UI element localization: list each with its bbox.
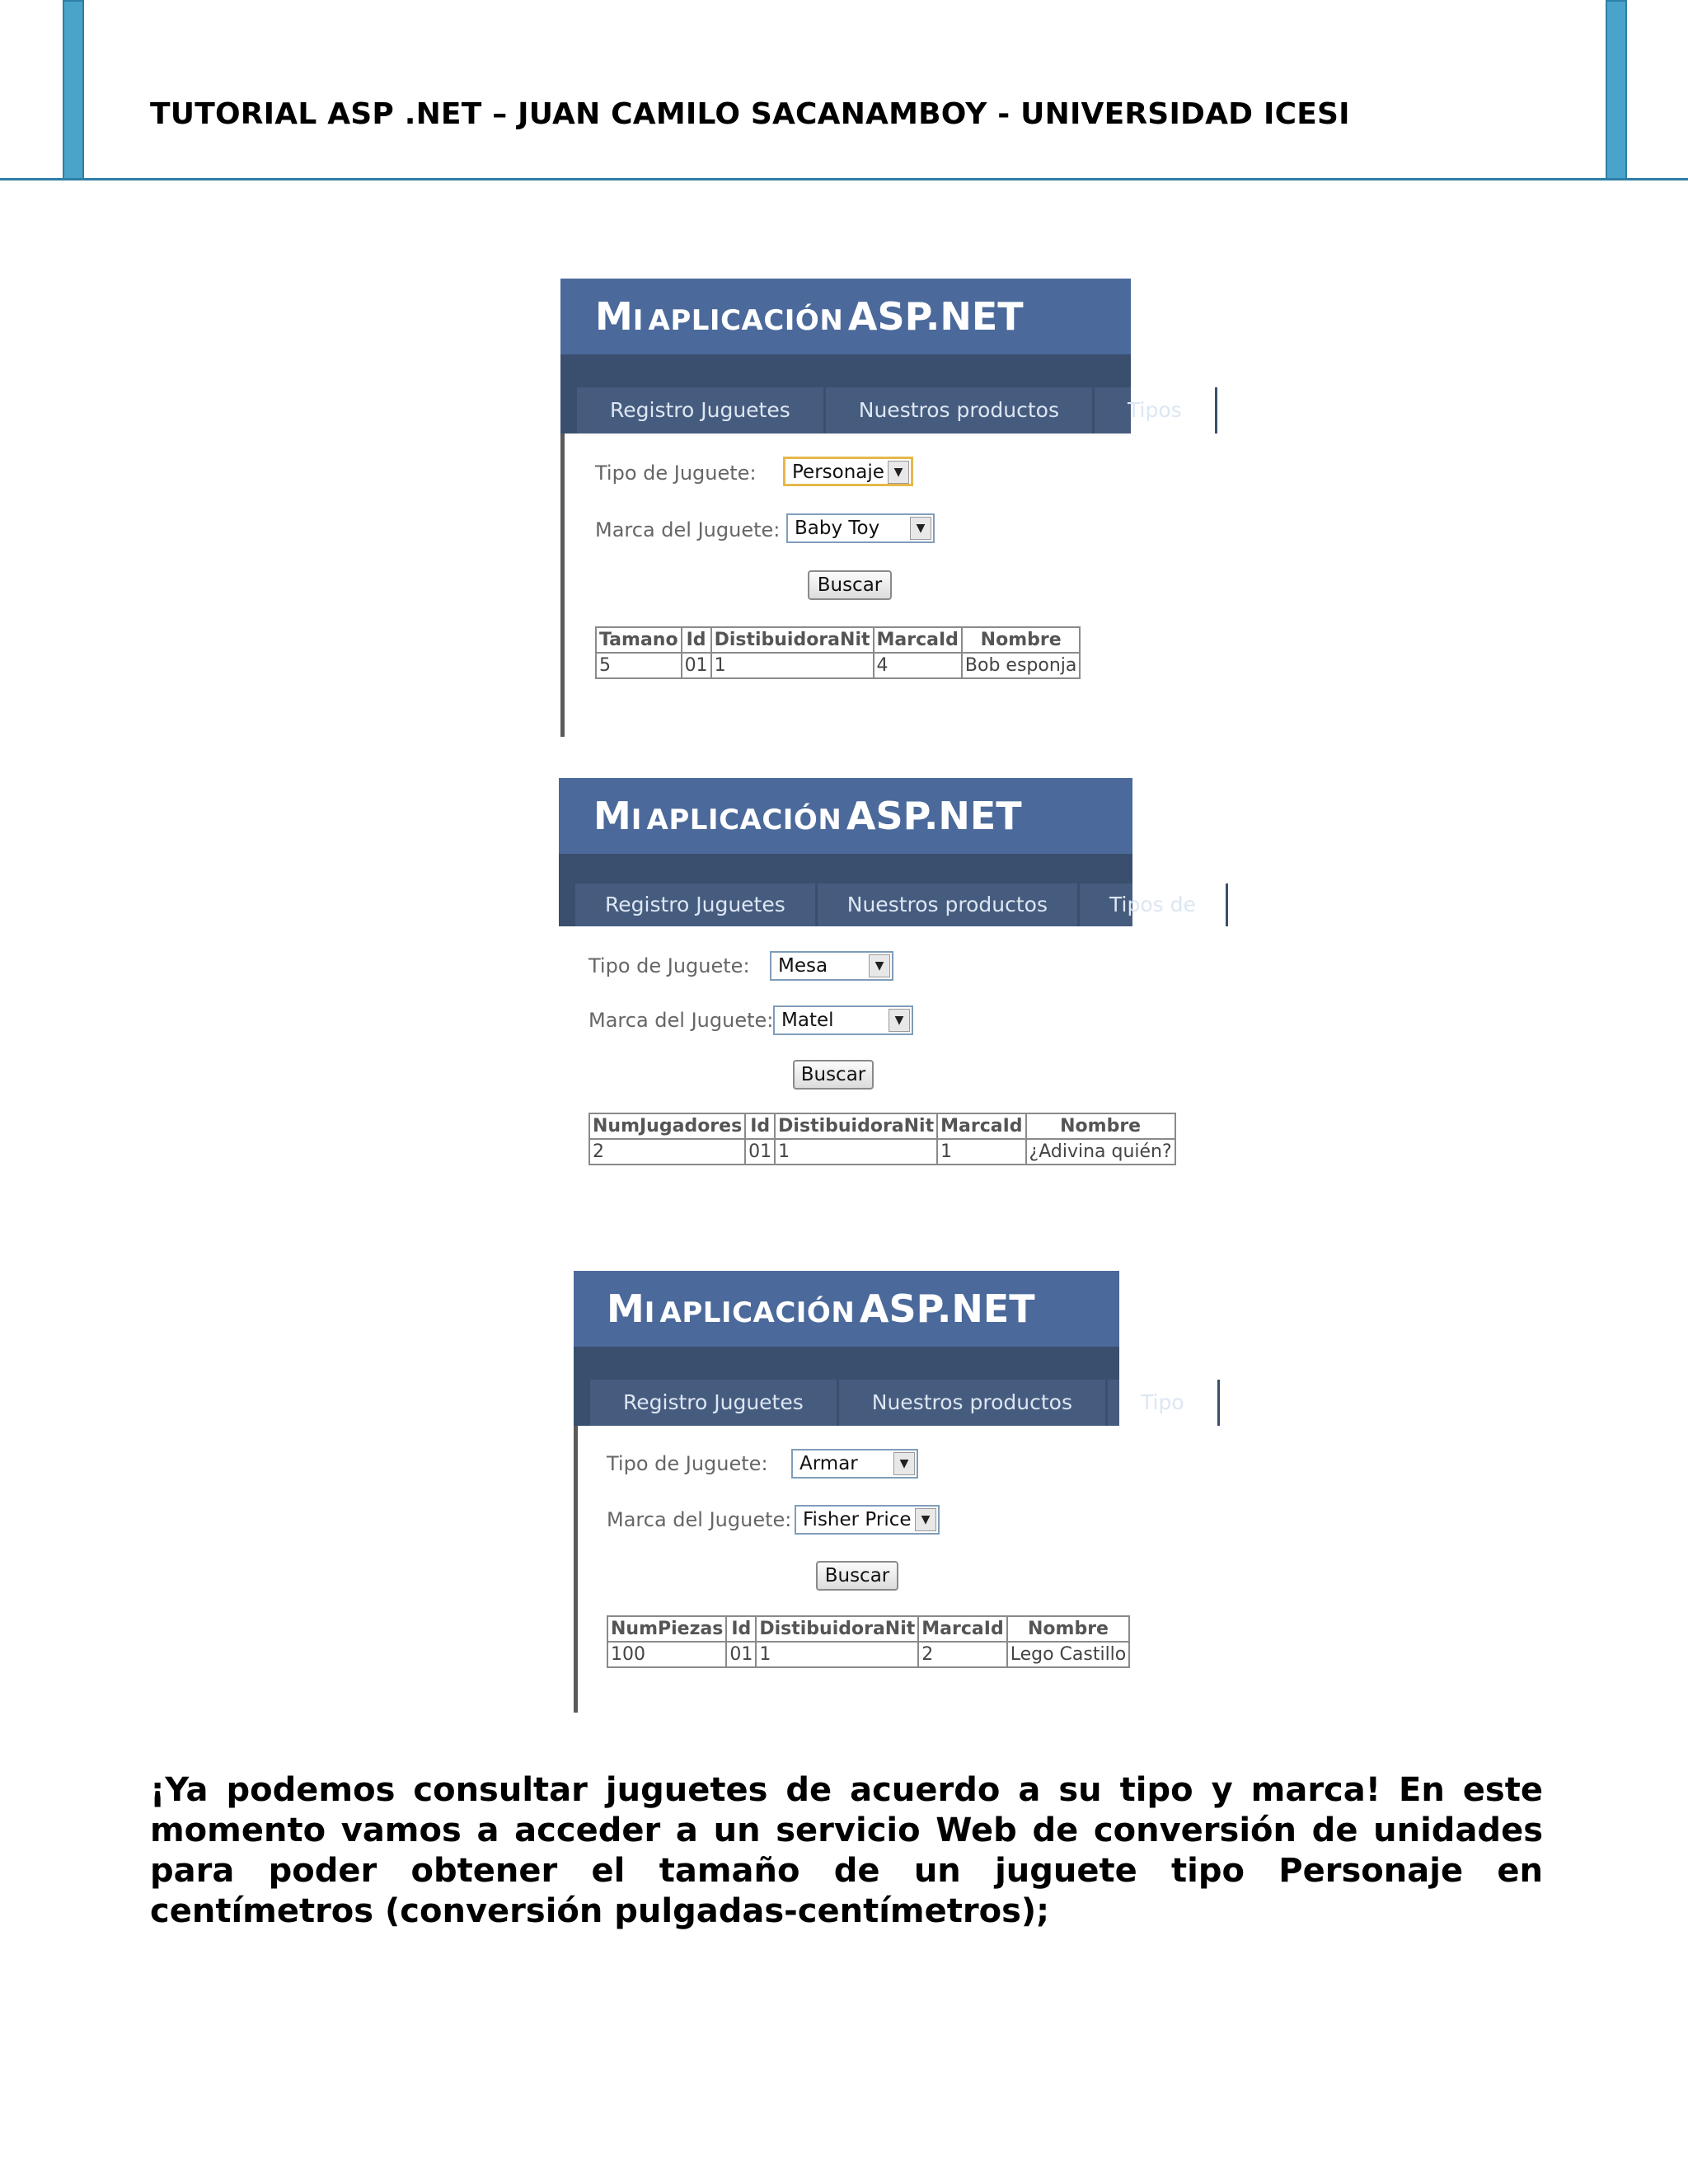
buscar-button[interactable]: Buscar (808, 570, 892, 600)
marca-select-value: Fisher Price (803, 1509, 912, 1530)
chevron-down-icon[interactable]: ▼ (910, 517, 931, 540)
marca-label: Marca del Juguete: (607, 1508, 792, 1531)
tipo-label: Tipo de Juguete: (607, 1452, 768, 1475)
table-row (607, 1642, 1129, 1667)
column-header: Nombre (962, 627, 1080, 653)
results-table (595, 626, 1081, 679)
nav-tab-tipos[interactable]: Tipos (1095, 387, 1217, 434)
screenshot-1 (560, 279, 1182, 737)
table-row (589, 1139, 1175, 1165)
table-row (596, 653, 1080, 678)
nav-tab-registro[interactable]: Registro Juguetes (577, 387, 826, 434)
table-cell: Bob esponja (962, 653, 1080, 678)
tipo-select-value: Armar (799, 1453, 858, 1474)
table-cell: 2 (918, 1642, 1006, 1667)
app-title: MI APLICACIÓN ASP.NET (560, 279, 1131, 354)
table-header-row (607, 1616, 1129, 1642)
table-cell: 01 (745, 1139, 775, 1165)
column-header: Nombre (1026, 1113, 1175, 1139)
column-header: Id (682, 627, 711, 653)
table-cell: 01 (682, 653, 711, 678)
nav-menu (590, 1380, 1184, 1426)
screenshot-3 (574, 1271, 1184, 1713)
nav-tab-tipos[interactable]: Tipos de (1080, 883, 1228, 926)
tipo-label: Tipo de Juguete: (588, 954, 750, 977)
column-header: Id (726, 1616, 756, 1642)
column-header: Id (745, 1113, 775, 1139)
chevron-down-icon[interactable]: ▼ (893, 1452, 915, 1475)
column-header: DistibuidoraNit (756, 1616, 918, 1642)
buscar-button[interactable]: Buscar (816, 1561, 898, 1591)
nav-menu (577, 387, 1182, 434)
nav-band (560, 354, 1182, 434)
document-header: TUTORIAL ASP .NET – JUAN CAMILO SACANAMBOY - UNIVERSIDAD ICESI (150, 97, 1350, 131)
nav-band (574, 1347, 1184, 1426)
chevron-down-icon[interactable]: ▼ (888, 461, 909, 484)
marca-select-value: Baby Toy (795, 518, 880, 539)
column-header: Tamano (596, 627, 682, 653)
marca-label: Marca del Juguete: (588, 1009, 774, 1032)
table-cell: 01 (726, 1642, 756, 1667)
header-rule (0, 178, 1688, 180)
table-cell: 100 (607, 1642, 726, 1667)
column-header: MarcaId (937, 1113, 1025, 1139)
table-cell: 1 (711, 653, 874, 678)
marca-label: Marca del Juguete: (595, 518, 781, 541)
table-cell: ¿Adivina quién? (1026, 1139, 1175, 1165)
nav-menu (575, 883, 1196, 926)
nav-tab-productos[interactable]: Nuestros productos (826, 387, 1095, 434)
table-cell: 1 (775, 1139, 937, 1165)
chevron-down-icon[interactable]: ▼ (915, 1508, 936, 1531)
buscar-button[interactable]: Buscar (793, 1060, 874, 1090)
nav-tab-tipos[interactable]: Tipo (1108, 1380, 1220, 1426)
tipo-select-value: Mesa (778, 955, 828, 977)
column-header: NumJugadores (589, 1113, 745, 1139)
marca-select[interactable] (795, 1505, 940, 1535)
tipo-select[interactable] (783, 457, 913, 486)
results-table (588, 1113, 1176, 1165)
tipo-select[interactable] (791, 1449, 918, 1479)
app-title: MI APLICACIÓN ASP.NET (574, 1271, 1119, 1347)
marca-select-value: Matel (781, 1010, 834, 1031)
column-header: Nombre (1007, 1616, 1130, 1642)
table-header-row (589, 1113, 1175, 1139)
marca-select[interactable] (773, 1005, 913, 1035)
page-border-right (1606, 0, 1627, 180)
nav-tab-productos[interactable]: Nuestros productos (818, 883, 1080, 926)
column-header: DistibuidoraNit (711, 627, 874, 653)
nav-band (559, 854, 1196, 926)
tipo-select[interactable] (770, 951, 893, 981)
table-cell: 2 (589, 1139, 745, 1165)
table-header-row (596, 627, 1080, 653)
nav-tab-productos[interactable]: Nuestros productos (839, 1380, 1108, 1426)
chevron-down-icon[interactable]: ▼ (869, 954, 890, 977)
nav-tab-registro[interactable]: Registro Juguetes (575, 883, 818, 926)
nav-tab-registro[interactable]: Registro Juguetes (590, 1380, 839, 1426)
table-cell: 1 (937, 1139, 1025, 1165)
table-cell: 5 (596, 653, 682, 678)
column-header: MarcaId (918, 1616, 1006, 1642)
page-border-left (63, 0, 84, 180)
column-header: MarcaId (874, 627, 962, 653)
table-cell: 4 (874, 653, 962, 678)
tipo-select-value: Personaje (792, 462, 884, 483)
conclusion-paragraph: ¡Ya podemos consultar juguetes de acuerdo a su tipo y marca! En este momento vamos a acceder a un servicio Web de conversión de unidades para poder obtener el tamaño de un juguete tipo Personaje en centímetros (conversión pulgadas-centímetros); (150, 1771, 1543, 1930)
column-header: DistibuidoraNit (775, 1113, 937, 1139)
table-cell: Lego Castillo (1007, 1642, 1130, 1667)
chevron-down-icon[interactable]: ▼ (889, 1009, 910, 1032)
tipo-label: Tipo de Juguete: (595, 462, 757, 485)
screenshot-2 (559, 778, 1196, 1174)
marca-select[interactable] (786, 513, 935, 543)
results-table (607, 1615, 1130, 1668)
column-header: NumPiezas (607, 1616, 726, 1642)
table-cell: 1 (756, 1642, 918, 1667)
app-title: MI APLICACIÓN ASP.NET (559, 778, 1132, 854)
